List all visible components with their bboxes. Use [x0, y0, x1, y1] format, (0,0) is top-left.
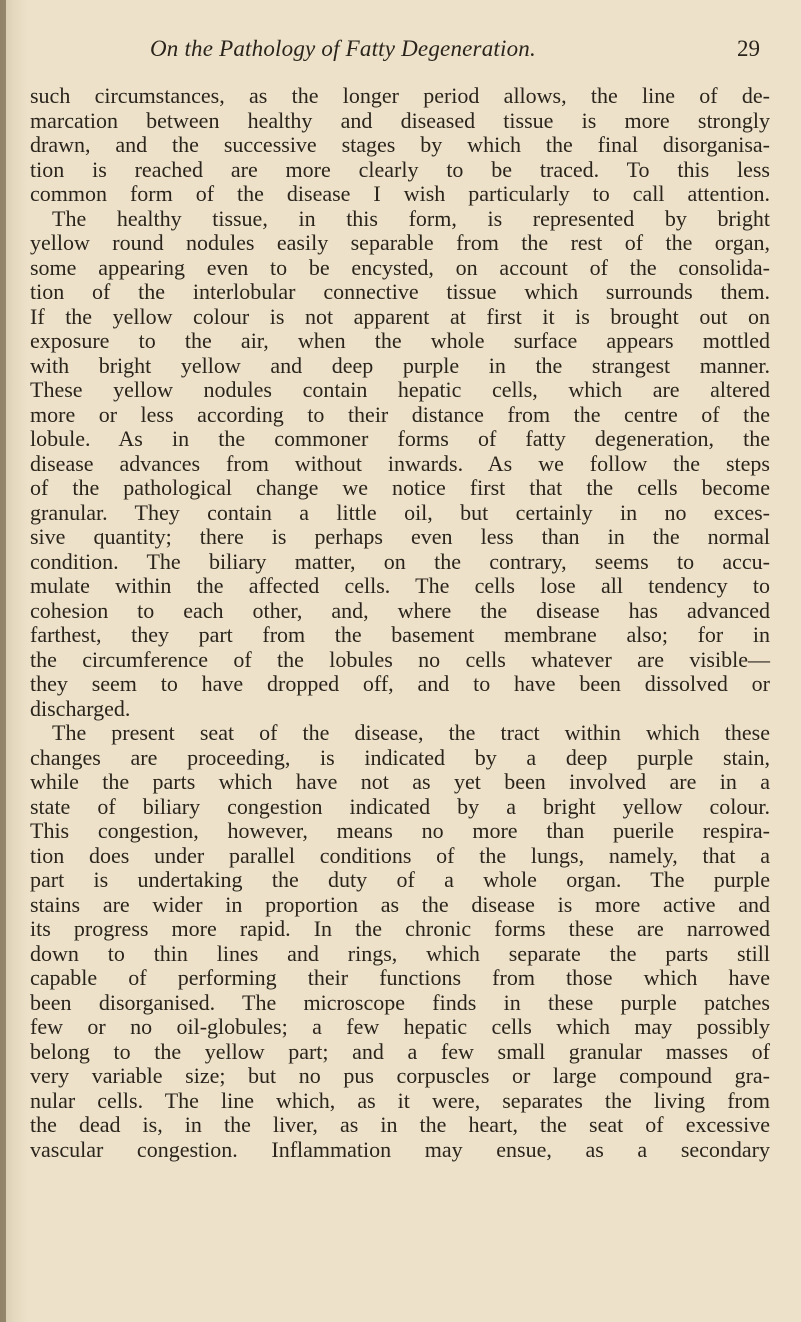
text-line: mulate within the affected cells. The cells lose all tendency to: [30, 573, 770, 598]
text-line: If the yellow colour is not apparent at first it is brought out on: [30, 303, 770, 329]
text-line: lobule. As in the commoner forms of fatty degeneration, the: [30, 426, 770, 451]
text-line: vascular congestion. Inflammation may ensue, as a secondary: [30, 1136, 770, 1162]
text-line: granular. They contain a little oil, but certainly in no exces-: [30, 499, 770, 525]
text-line: sive quantity; there is perhaps even less than in the normal: [30, 524, 770, 549]
text-line: This congestion, however, means no more than puerile respira-: [30, 818, 770, 843]
text-line: of the pathological change we notice first that the cells become: [30, 475, 770, 500]
text-line: The healthy tissue, in this form, is represented by bright: [52, 205, 770, 231]
text-line: with bright yellow and deep purple in the strangest manner.: [30, 352, 770, 378]
text-line: while the parts which have not as yet been involved are in a: [30, 769, 770, 794]
text-line: tion of the interlobular connective tissue which surrounds them.: [30, 279, 770, 304]
text-line: some appearing even to be encysted, on account of the consolida-: [30, 254, 770, 280]
text-line: such circumstances, as the longer period allows, the line of de-: [30, 83, 770, 108]
text-line: more or less according to their distance from the centre of the: [30, 401, 770, 427]
text-line: condition. The biliary matter, on the contrary, seems to accu-: [30, 548, 770, 574]
text-line: drawn, and the successive stages by which the final disorganisa-: [30, 132, 770, 157]
text-line: state of biliary congestion indicated by a bright yellow colour.: [30, 793, 770, 819]
text-line: common form of the disease I wish particularly to call attention.: [30, 181, 770, 206]
text-line: they seem to have dropped off, and to have been dissolved or: [30, 671, 770, 696]
page-header: [150, 36, 760, 70]
body-text: [30, 84, 770, 1162]
binding-edge: [0, 0, 6, 1322]
page-number: 29: [737, 36, 760, 61]
text-line: yellow round nodules easily separable from the rest of the organ,: [30, 230, 770, 255]
text-line: capable of performing their functions from those which have: [30, 965, 770, 990]
text-line: the circumference of the lobules no cells whatever are visible—: [30, 646, 770, 672]
text-line: marcation between healthy and diseased tissue is more strongly: [30, 107, 770, 133]
text-line: belong to the yellow part; and a few small granular masses of: [30, 1038, 770, 1064]
text-line: been disorganised. The microscope finds in these purple patches: [30, 989, 770, 1015]
text-line: very variable size; but no pus corpuscles or large compound gra-: [30, 1063, 770, 1088]
text-line: farthest, they part from the basement membrane also; for in: [30, 622, 770, 647]
text-line: nular cells. The line which, as it were, separates the living from: [30, 1087, 770, 1113]
text-line: The present seat of the disease, the tract within which these: [52, 720, 770, 745]
text-line: stains are wider in proportion as the disease is more active and: [30, 891, 770, 917]
text-line: down to thin lines and rings, which separate the parts still: [30, 940, 770, 966]
text-line: changes are proceeding, is indicated by a deep purple stain,: [30, 744, 770, 770]
text-line: its progress more rapid. In the chronic forms these are narrowed: [30, 916, 770, 941]
text-line: discharged.: [30, 695, 131, 721]
text-line: cohesion to each other, and, where the disease has advanced: [30, 597, 770, 623]
text-line: the dead is, in the liver, as in the heart, the seat of excessive: [30, 1112, 770, 1137]
text-line: disease advances from without inwards. As we follow the steps: [30, 450, 770, 476]
text-line: few or no oil-globules; a few hepatic cells which may possibly: [30, 1014, 770, 1039]
running-title: On the Pathology of Fatty Degeneration.: [150, 36, 536, 61]
text-line: exposure to the air, when the whole surface appears mottled: [30, 328, 770, 353]
text-line: tion is reached are more clearly to be traced. To this less: [30, 156, 770, 182]
text-line: tion does under parallel conditions of the lungs, namely, that a: [30, 842, 770, 868]
text-line: part is undertaking the duty of a whole organ. The purple: [30, 867, 770, 892]
text-line: These yellow nodules contain hepatic cells, which are altered: [30, 377, 770, 402]
